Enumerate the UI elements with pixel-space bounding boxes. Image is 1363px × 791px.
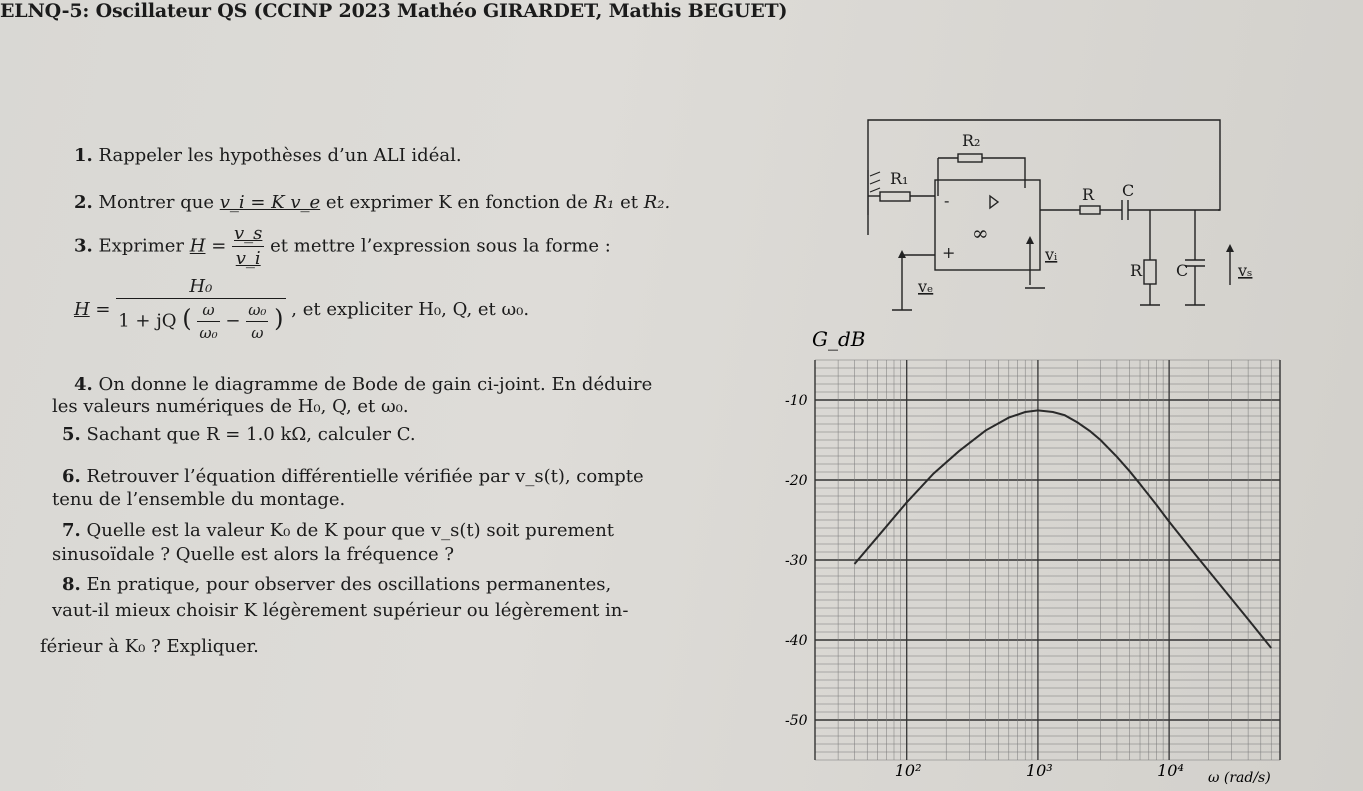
chart-xticks <box>895 761 1184 780</box>
question-text: Montrer que <box>98 192 214 213</box>
question-text: Rappeler les hypothèses d’un ALI idéal. <box>98 145 462 166</box>
question-7 <box>62 520 614 542</box>
question-number: 6. <box>62 466 81 487</box>
question-number: 2. <box>74 192 93 213</box>
label-c: C <box>1122 181 1135 200</box>
question-text: sinusoïdale ? Quelle est alors la fréquence ? <box>52 544 454 565</box>
question-text: On donne le diagramme de Bode de gain ci-joint. En déduire <box>98 374 653 395</box>
capacitor-c <box>1100 200 1220 220</box>
label-r2: R₂ <box>962 131 981 150</box>
question-text: férieur à K₀ ? Expliquer. <box>40 636 259 657</box>
question-1 <box>74 145 462 167</box>
label-minus: - <box>944 191 950 210</box>
ratio-den-2: ω <box>251 324 264 342</box>
question-text: tenu de l’ensemble du montage. <box>52 489 346 510</box>
question-5 <box>62 424 416 446</box>
formula-fraction <box>116 276 285 344</box>
question-2 <box>74 192 670 214</box>
label-vi: vᵢ <box>1045 245 1058 264</box>
bode-chart <box>770 320 1310 788</box>
y-tick-label: -20 <box>785 473 808 489</box>
question-7-line-2 <box>52 544 454 566</box>
question-3: 3. Exprimer H = $\frac{v\_s}{v\_i}$ et mettre l’expression sous la forme : <box>74 223 611 269</box>
question-6-line-2 <box>52 489 345 511</box>
chart-ylabel: G_dB <box>812 327 866 351</box>
circuit-diagram <box>840 110 1253 325</box>
x-tick-label: 10³ <box>1025 761 1053 780</box>
question-text: vaut-il mieux choisir K légèrement supérieur ou légèrement in- <box>52 600 629 621</box>
feedback-wire <box>868 120 1220 235</box>
question-text: En pratique, pour observer des oscillations permanentes, <box>86 574 612 595</box>
question-4-line-2 <box>52 396 409 418</box>
label-r: R <box>1082 185 1095 204</box>
label-c-bottom: C <box>1176 261 1189 280</box>
question-6 <box>62 466 644 488</box>
capacitor-c-bottom <box>1150 210 1205 305</box>
question-text: Quelle est la valeur K₀ de K pour que v_s(t) soit purement <box>86 520 615 541</box>
fraction-denominator: v_i <box>235 248 261 269</box>
question-number: 5. <box>62 424 81 445</box>
question-text: Exprimer <box>98 235 185 257</box>
question-text: Retrouver l’équation différentielle vérifiée par v_s(t), compte <box>86 466 644 487</box>
question-number: 3. <box>74 235 93 257</box>
resistor-r2 <box>958 154 982 162</box>
formula-denominator: 1 + jQ ( $\frac{\omega}{\text{ω₀}}$ − $\frac{\text{ω₀}}{\omega}$ ) <box>118 301 284 342</box>
formula-denominator-text: 1 + jQ <box>118 310 177 332</box>
ratio-den-1: ω₀ <box>199 324 218 342</box>
fraction-h <box>232 222 264 271</box>
resistor-r-bottom <box>1144 260 1156 284</box>
question-number: 7. <box>62 520 81 541</box>
question-4 <box>74 374 652 396</box>
label-infinity: ∞ <box>972 221 989 245</box>
chart-xlabel: ω (rad/s) <box>1208 770 1271 786</box>
formula-h: H = H₀ 1 + jQ ( $\frac{\omega}{\text{ω₀}}$ − $\frac{\text{ω₀}}{\omega}$ ) , et expliciter H₀, Q, et ω₀. <box>74 276 530 342</box>
label-ve: vₑ <box>918 277 934 296</box>
symbol-r2: R₂. <box>643 192 671 213</box>
equation: v_i = K v_e <box>219 192 321 213</box>
ratio-num-1: ω <box>197 299 219 322</box>
question-number: 8. <box>62 574 81 595</box>
y-tick-label: -40 <box>785 633 808 649</box>
question-8-line-2 <box>52 600 628 622</box>
symbol-h: H <box>189 235 206 257</box>
y-tick-label: -10 <box>785 393 808 409</box>
question-text: les valeurs numériques de H₀, Q, et ω₀. <box>52 396 409 417</box>
chart-grid <box>815 360 1280 760</box>
question-text: , et expliciter H₀, Q, et ω₀. <box>291 299 530 320</box>
page-title: ELNQ-5: Oscillateur QS (CCINP 2023 Mathéo GIRARDET, Mathis BEGUET) <box>0 0 788 22</box>
label-vs: vₛ <box>1238 261 1253 280</box>
y-tick-label: -50 <box>785 713 808 729</box>
y-tick-label: -30 <box>785 553 808 569</box>
x-tick-label: 10² <box>894 761 922 780</box>
question-text: et mettre l’expression sous la forme : <box>270 235 611 257</box>
symbol-h: H <box>74 299 90 320</box>
question-8-line-3 <box>40 636 259 658</box>
question-text: Sachant que R = 1.0 kΩ, calculer C. <box>86 424 416 445</box>
ratio-num-2: ω₀ <box>246 299 268 322</box>
question-number: 4. <box>74 374 93 395</box>
chart-yticks <box>785 393 808 729</box>
resistor-r1 <box>880 192 910 201</box>
question-number: 1. <box>74 145 93 166</box>
resistor-r <box>1080 206 1100 214</box>
question-8 <box>62 574 611 596</box>
question-text: et <box>620 192 639 213</box>
formula-numerator: H₀ <box>116 276 285 299</box>
question-text: et exprimer K en fonction de <box>325 192 588 213</box>
label-r-bottom: R <box>1130 261 1143 280</box>
op-amp-symbol <box>990 196 998 208</box>
x-tick-label: 10⁴ <box>1157 761 1184 780</box>
label-plus: + <box>942 243 956 262</box>
symbol-r1: R₁ <box>593 192 615 213</box>
label-r1: R₁ <box>890 169 909 188</box>
fraction-numerator: v_s <box>232 222 264 247</box>
